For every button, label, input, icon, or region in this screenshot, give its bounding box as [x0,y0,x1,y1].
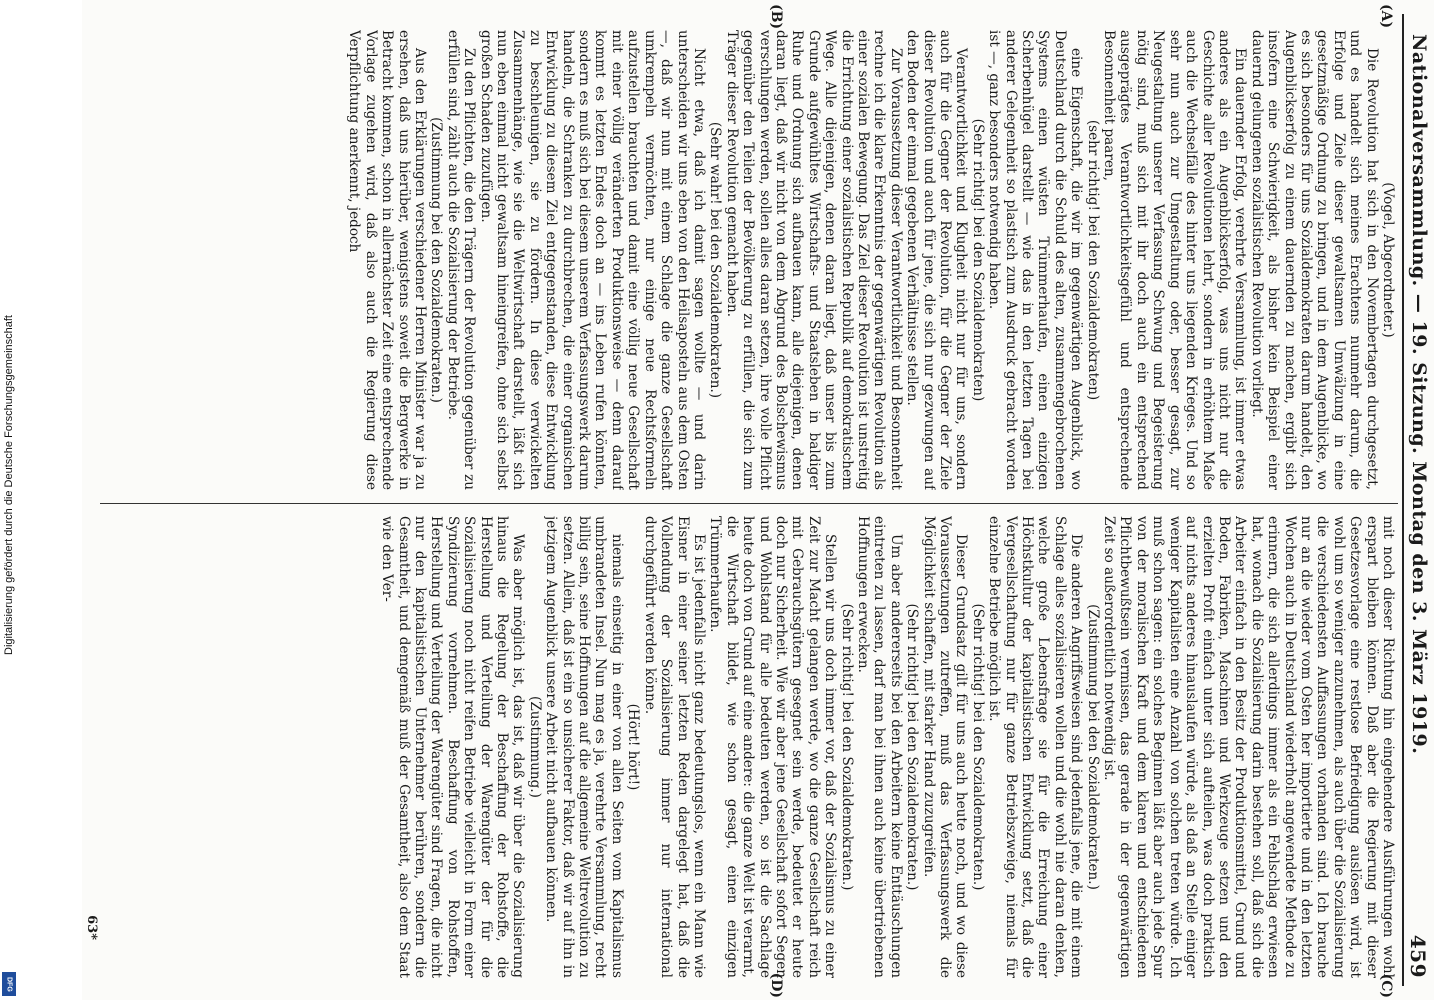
right-column [100,516,1396,978]
paragraph: (sehr richtig! bei den Sozialdemokraten) [1084,119,1101,401]
paragraph: niemals einseitig in einer von allen Seiten vom Kapitalismus umbrandeten Insel. Nun mag es ja, verehrte Versammlung, recht billig sein, seine Hoffnungen auf die allgemeine Weltrevolution zu setzen. Allein, daß ist ein so unsicherer Faktor, daß wir auf ihn in jetzigem Augenblick unsere Arbeit nicht aufbauen können. [543,516,625,978]
dfg-logo: DFG [2,972,16,996]
paragraph: Es ist jedenfalls nicht ganz bedeutungslos, wenn ein Mann wie Eisner in einer seiner letzten Reden dargelegt hat, daß die Vollendung der Sozialisierung immer nur international durchgeführt werden könne. [641,516,707,978]
column-divider [100,503,1398,504]
paragraph: Nicht etwa, daß ich damit sagen wollte — und darin unterscheiden wir uns eben von den Heilsaposteln aus dem Osten —, daß wir nun mit einem Schlage die ganze Gesellschaft umkrempeln vermöchten, nur einige neue Rechtsformeln aufzustellen brauchten und damit eine völlig neue Gesellschaft mit einer völlig veränderten Produktionsweise — denn darauf kommt es letzten Endes doch an — ins Leben rufen könnten, sondern es muß sich bei diesem unserem Verfassungswerk darum handeln, die Schranken zu durchbrechen, die einer organischen Entwicklung zu diesem Ziel entgegenstanden, diese Entwicklung zu beschleunigen, sie zu fördern. In diese verwickelten Zusammenhänge, wie sie die Weltwirtschaft darstellt, läßt sich nun eben einmal nicht gewaltsam hineingreifen, ohne sich selbst großen Schaden zuzufügen. [477,30,707,490]
left-column [100,30,1396,490]
paragraph: Stellen wir uns doch immer vor, daß der Sozialismus zu einer Zeit zur Macht gelangen werde, wo die ganze Gesellschaft reich mit Gebrauchsgütern gesegnet sein werde, bedeutet er heute doch nur Sicherheit. Wie wir aber jene Gesellschaft sofort Segen und Wohlstand für alle bedeuten werden, so ist die Sachlage heute doch von Grund auf eine andere: die ganze Welt ist verarmt, die Wirtschaft bildet, wie schon gesagt, einen einzigen Trümmerhaufen. [707,516,839,978]
paragraph: (Hört! hört!) [625,703,642,791]
page-number: 459 [1406,934,1430,978]
paragraph: (Zustimmung.) [526,696,543,798]
margin-marker-b: (B) [768,4,784,30]
paragraph: (Sehr richtig! bei den Sozialdemokraten.) [904,603,921,891]
paragraph: Dieser Grundsatz gilt für uns auch heute noch, und wo diese Voraussetzungen zutreffen, muß das Verfassungswerk die Möglichkeit schaffen, mit starker Hand zuzugreifen. [920,516,970,978]
paragraph: Was aber möglich ist, das ist, daß wir über die Sozialisierung hinaus die Regelung der Beschaffung der Rohstoffe, die Herstellung und Verteilung der Warengüter der für die Sozialisierung noch nicht reifen Betriebe vielleicht in Form einer Syndizierung vornehmen. Beschaffung von Rohstoffen, Herstellung und Verteilung der Warengüter sind Fragen, die nicht nur den kapitalistischen Unternehmer berühren, sondern die Gesamtheit, und demgemäß muß der Gesamtheit, also dem Staat wie den Ver- [379,516,527,978]
paragraph: (Sehr richtig! bei den Sozialdemokraten.) [838,603,855,891]
paragraph: Zu den Pflichten, die den Trägern der Revolution gegenüber zu erfüllen sind, zählt auch die Sozialisierung der Betriebe. [444,30,478,490]
header-rule [1402,14,1404,986]
paragraph: (Sehr richtig! bei den Sozialdemokraten) [969,118,986,402]
paragraph: Zur Voraussetzung dieser Verantwortlichkeit und Besonnenheit rechne ich die klare Erkenntnis der gegenwärtigen Revolution als einer sozialen Bewegung. Das Ziel dieser Revolution ist unstreitig die Errichtung einer sozialistischen Republik auf demokratischem Wege. Alle diejenigen, denen daran liegt, daß unser bis zum Grunde aufgewühltes Wirtschafts- und Staatsleben in baldiger Ruhe und Ordnung sich aufbauen kann, alle diejenigen, denen daran liegt, daß wir nicht von dem Abgrund des Bolschewismus verschlungen werden, sollen alles daran setzen, ihre volle Pflicht gegenüber den Teilen der Bevölkerung zu erfüllen, die sich zum Träger dieser Revolution gemacht haben. [723,30,904,490]
paragraph: Um aber andererseits bei den Arbeitern keine Enttäuschungen eintreten zu lassen, darf man bei ihnen auch keine übertriebenen Hoffnungen erwecken. [855,516,904,978]
page-header [1404,14,1432,986]
paragraph: (Sehr wahr! bei den Sozialdemokraten.) [707,121,724,399]
margin-marker-c: (C) [1378,973,1394,998]
page-title: Nationalversammlung. — 19. Sitzung. Montag den 3. März 1919. [1408,34,1430,755]
paragraph: (Sehr richtig! bei den Sozialdemokraten.) [969,603,986,891]
paragraph: Verantwortlichkeit und Klugheit nicht nur für uns, sondern auch für die Gegner der Revolution, für die Gegner der Ziele dieser Revolution und auch für jene, die sich nur gezwungen auf den Boden der einmal gegebenen Verhältnisse stellen. [904,30,970,490]
paragraph: (Zustimmung bei den Sozialdemokraten.) [1084,604,1101,890]
paragraph: (Vogel, Abgeordneter.) [1380,182,1396,338]
digitization-credit: Digitalisierung gefördert durch die Deutsche Forschungsgemeinschaft [3,315,15,655]
paragraph: (Zustimmung bei den Sozialdemokraten.) [428,117,445,403]
paragraph: Ein dauernder Erfolg, verehrte Versammlung, ist immer etwas anderes als ein Augenblickserfolg, was uns nicht nur die Geschichte aller Revolutionen lehrt, sondern in erhöhtem Maße auch die Wechselfälle des hinter uns liegenden Krieges. Und so sehr nun auch zur Umgestaltung oder, besser gesagt, zur Neugestaltung unserer Verfassung Schwung und Begeisterung nötig sind, muß sich mit ihr doch auch ein entsprechend ausgeprägtes Verantwortlichkeitsgefühl und entsprechende Besonnenheit paaren, [1101,30,1249,490]
paragraph: eine Eigenschaft, die wir im gegenwärtigen Augenblick, wo Deutschland durch die Schuld des alten, zusammengebrochenen Systems einen wüsten Trümmerhaufen, einen einzigen Scherbenhügel darstellt — wie das in den letzten Tagen bei anderer Gelegenheit so plastisch zum Ausdruck gebracht worden ist —, ganz besonders notwendig haben. [986,30,1085,490]
paragraph: Die anderen Angriffsweisen sind jedenfalls jene, die mit einem Schlage alles sozialisieren wollen und die wohl nie daran denken, welche große Lebensfrage sie für die Erreichung einer Höchstkultur der kapitalistischen Entwicklung setzt, daß die Vergesellschaftung nur für ganze Betriebszweige, niemals für einzelne Betriebe möglich ist. [986,516,1085,978]
paragraph: mit noch dieser Richtung hin eingehendere Ausführungen wohl erspart bleiben können. Daß aber die Regierung mit dieser Gesetzesvorlage eine restlose Befriedigung auslösen wird, ist wohl um so weniger anzunehmen, als auch über die Sozialisierung die verschiedensten Auffassungen vorhanden sind. Ich brauche nur an die wieder vom Osten her importierte und in den letzten Wochen auch in Deutschland wiederholt angewendete Methode zu erinnern, die sich allerdings immer als ein Fehlschlag erwiesen hat, wonach die Sozialisierung darin bestehen soll, daß sich die Arbeiter einfach in den Besitz der Produktionsmittel, Grund und Boden, Fabriken, Maschinen und Werkzeuge setzen und den erzielten Profit einfach unter sich aufteilen, was doch praktisch auf nichts anderes hinauslaufen würde, als daß an Stelle einiger weniger Kapitalisten eine Anzahl von solchen treten würde. Ich muß schon sagen: ein solches Beginnen läßt aber auch jede Spur von der moralischen Kraft und dem klaren und entschiedenen Pflichtbewußtsein vermissen, das gerade in der gegenwärtigen Zeit so außerordentlich notwendig ist. [1101,516,1396,978]
margin-marker-d: (D) [768,972,784,998]
credit-strip [0,0,20,1000]
paragraph: Aus den Erklärungen verschiedener Herren Minister war ja zu ersehen, daß uns hierüber, wenigstens soweit die Bergwerke in Betracht kommen, schon in allernächster Zeit eine entsprechende Vorlage zugehen wird, daß also auch die Regierung diese Verpflichtung anerkennt, jedoch [346,30,429,490]
signature-mark: 63* [84,915,99,940]
document-page [82,0,1434,1000]
margin-marker-a: (A) [1378,4,1394,29]
paragraph: Die Revolution hat sich in den Novembertagen durchgesetzt, und es handelt sich meines Erachtens nunmehr darum, die Erfolge und Ziele dieser gewaltsamen Umwälzung in eine gesetzmäßige Ordnung zu bringen, und in dem Augenblicke, wo es sich besonders für uns Sozialdemokraten darum handelt, den Augenblickserfolg zu einem dauernden zu machen, ergibt sich insofern eine Schwierigkeit, als bisher kein Beispiel einer dauernd gelungenen sozialistischen Revolution vorliegt. [1248,30,1380,490]
